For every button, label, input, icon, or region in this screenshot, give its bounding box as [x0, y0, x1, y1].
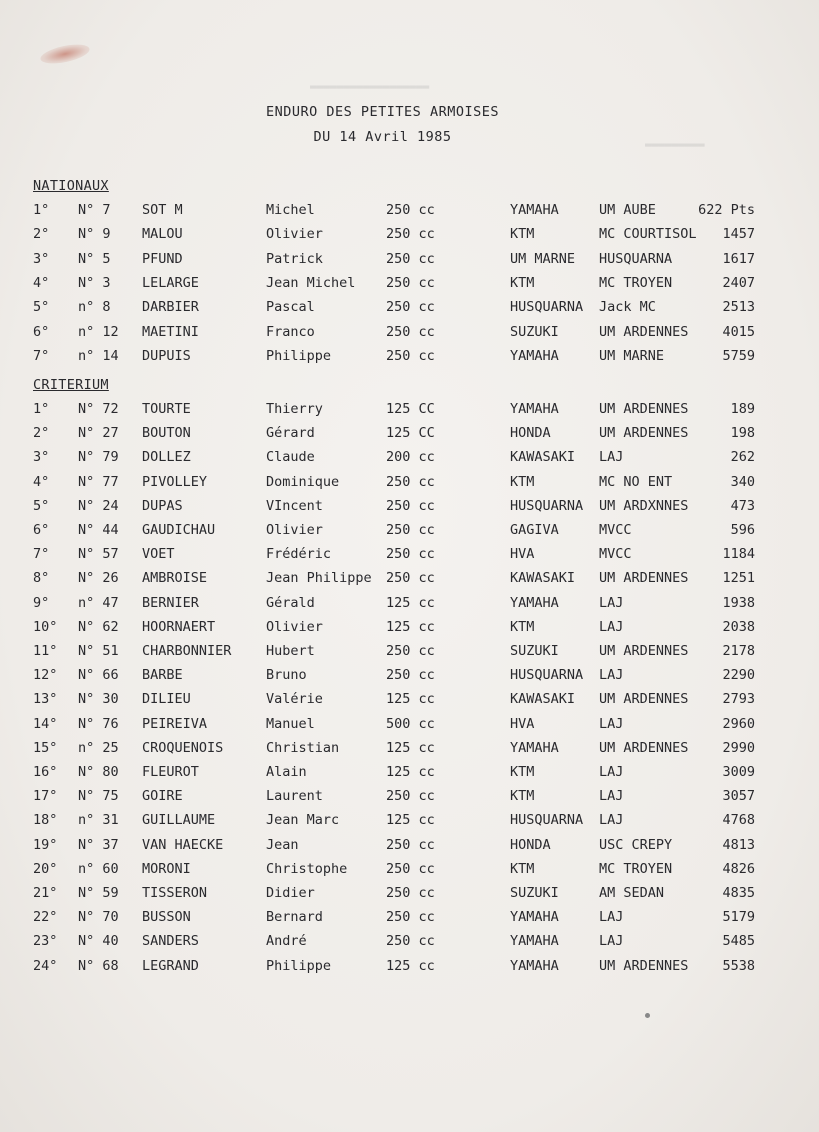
result-row: [0, 522, 819, 542]
result-row: [0, 740, 819, 760]
result-rank: 1°: [33, 202, 50, 218]
result-first: Frédéric: [266, 546, 332, 563]
result-num: N° 40: [78, 933, 119, 950]
result-num: N° 68: [78, 957, 119, 974]
result-pts: 189: [730, 401, 755, 417]
result-row: [0, 837, 819, 857]
result-cc: 250 cc: [386, 226, 435, 243]
paper-speck: [645, 1013, 650, 1018]
result-club: UM ARDENNES: [599, 425, 689, 442]
result-pts: 2038: [722, 618, 755, 635]
result-pts: 473: [730, 497, 755, 514]
result-name: MALOU: [142, 226, 183, 243]
result-brand: SUZUKI: [510, 323, 559, 340]
result-rank: 8°: [33, 570, 50, 587]
result-name: SANDERS: [142, 933, 199, 950]
result-row: [0, 449, 819, 469]
result-club: AM SEDAN: [599, 885, 665, 901]
result-name: CROQUENOIS: [142, 739, 224, 756]
result-row: [0, 226, 819, 246]
result-brand: HUSQUARNA: [510, 497, 584, 514]
result-pts: 2290: [722, 667, 755, 684]
result-rank: 7°: [33, 347, 50, 364]
result-brand: YAMAHA: [510, 401, 559, 417]
result-brand: HUSQUARNA: [510, 812, 584, 829]
result-pts: 4768: [722, 812, 755, 829]
result-rank: 12°: [33, 667, 58, 684]
result-pts: 2407: [722, 274, 755, 291]
result-rank: 24°: [33, 957, 58, 974]
result-club: Jack MC: [599, 299, 656, 316]
result-num: N° 75: [78, 788, 119, 805]
result-club: MC NO ENT: [599, 473, 673, 490]
result-first: Patrick: [266, 250, 323, 267]
result-name: SOT M: [142, 202, 183, 218]
result-club: UM ARDENNES: [599, 957, 689, 974]
result-club: MC TROYEN: [599, 274, 673, 291]
result-name: AMBROISE: [142, 570, 208, 587]
result-cc: 250 cc: [386, 202, 435, 218]
result-first: Valérie: [266, 691, 323, 708]
result-brand: KTM: [510, 226, 535, 243]
result-name: GOIRE: [142, 788, 183, 805]
result-brand: KAWASAKI: [510, 570, 576, 587]
result-club: LAJ: [599, 667, 624, 684]
result-rank: 4°: [33, 274, 50, 291]
result-row: [0, 546, 819, 566]
result-num: N° 30: [78, 691, 119, 708]
result-brand: HONDA: [510, 836, 551, 853]
result-row: [0, 299, 819, 319]
result-rank: 3°: [33, 250, 50, 267]
result-brand: KAWASAKI: [510, 449, 576, 466]
result-num: N° 80: [78, 764, 119, 780]
result-num: N° 51: [78, 643, 119, 659]
result-first: Gérald: [266, 594, 315, 611]
result-brand: KTM: [510, 473, 535, 490]
result-first: Dominique: [266, 473, 340, 490]
result-club: LAJ: [599, 618, 624, 635]
result-cc: 250 cc: [386, 570, 435, 587]
result-row: [0, 667, 819, 687]
result-brand: YAMAHA: [510, 594, 559, 611]
result-num: N° 27: [78, 425, 119, 442]
result-name: DUPUIS: [142, 347, 191, 364]
result-first: Olivier: [266, 522, 323, 538]
result-club: LAJ: [599, 764, 624, 780]
result-row: [0, 619, 819, 639]
result-brand: YAMAHA: [510, 909, 559, 926]
result-first: Jean: [266, 836, 299, 853]
result-pts: 1184: [722, 546, 755, 563]
result-row: [0, 788, 819, 808]
result-club: UM ARDENNES: [599, 401, 689, 417]
result-num: N° 70: [78, 909, 119, 926]
result-cc: 250 cc: [386, 473, 435, 490]
result-pts: 4813: [722, 836, 755, 853]
result-pts: 2793: [722, 691, 755, 708]
result-name: TOURTE: [142, 401, 191, 417]
document-date: DU 14 Avril 1985: [313, 129, 452, 145]
result-club: LAJ: [599, 909, 624, 926]
result-rank: 7°: [33, 546, 50, 563]
result-rank: 2°: [33, 425, 50, 442]
result-row: [0, 958, 819, 978]
result-rank: 15°: [33, 739, 58, 756]
result-num: N° 66: [78, 667, 119, 684]
result-pts: 1617: [722, 250, 755, 267]
result-name: LELARGE: [142, 274, 199, 291]
result-row: [0, 691, 819, 711]
result-name: GUILLAUME: [142, 812, 216, 829]
result-pts: 4826: [722, 860, 755, 877]
result-num: N° 72: [78, 401, 119, 417]
result-brand: HUSQUARNA: [510, 299, 584, 316]
result-rank: 1°: [33, 401, 50, 417]
result-pts: 3009: [722, 764, 755, 780]
result-num: N° 7: [78, 202, 111, 218]
result-cc: 250 cc: [386, 667, 435, 684]
result-name: DILIEU: [142, 691, 191, 708]
result-name: VOET: [142, 546, 175, 563]
result-first: Gérard: [266, 425, 315, 442]
result-club: LAJ: [599, 594, 624, 611]
result-brand: YAMAHA: [510, 347, 559, 364]
result-name: MORONI: [142, 860, 191, 877]
result-row: [0, 324, 819, 344]
result-row: [0, 643, 819, 663]
result-cc: 125 cc: [386, 691, 435, 708]
result-cc: 250 cc: [386, 347, 435, 364]
result-brand: YAMAHA: [510, 957, 559, 974]
document-title: ENDURO DES PETITES ARMOISES: [266, 104, 499, 120]
result-row: [0, 885, 819, 905]
result-first: Franco: [266, 323, 315, 340]
result-num: N° 37: [78, 836, 119, 853]
result-cc: 125 cc: [386, 618, 435, 635]
result-rank: 6°: [33, 522, 50, 538]
result-cc: 250 cc: [386, 836, 435, 853]
result-name: CHARBONNIER: [142, 643, 232, 659]
result-first: Pascal: [266, 299, 315, 316]
result-num: n° 60: [78, 860, 119, 877]
result-cc: 125 CC: [386, 401, 435, 417]
result-rank: 22°: [33, 909, 58, 926]
result-brand: KTM: [510, 860, 535, 877]
result-brand: UM MARNE: [510, 250, 576, 267]
result-name: LEGRAND: [142, 957, 199, 974]
result-first: Christophe: [266, 860, 348, 877]
result-name: PIVOLLEY: [142, 473, 208, 490]
result-pts: 2960: [722, 715, 755, 732]
result-first: Olivier: [266, 226, 323, 243]
result-pts: 596: [730, 522, 755, 538]
result-club: UM ARDXNNES: [599, 497, 689, 514]
result-rank: 18°: [33, 812, 58, 829]
result-num: N° 77: [78, 473, 119, 490]
result-rank: 5°: [33, 497, 50, 514]
result-pts: 1251: [722, 570, 755, 587]
result-club: UM ARDENNES: [599, 691, 689, 708]
result-row: [0, 498, 819, 518]
result-brand: HUSQUARNA: [510, 667, 584, 684]
result-pts: 622 Pts: [698, 202, 755, 218]
result-row: [0, 202, 819, 222]
result-name: BARBE: [142, 667, 183, 684]
result-pts: 1938: [722, 594, 755, 611]
result-num: N° 59: [78, 885, 119, 901]
result-brand: HONDA: [510, 425, 551, 442]
result-brand: SUZUKI: [510, 643, 559, 659]
result-club: USC CREPY: [599, 836, 673, 853]
result-pts: 5538: [722, 957, 755, 974]
result-first: Michel: [266, 202, 315, 218]
result-first: Laurent: [266, 788, 323, 805]
result-rank: 19°: [33, 836, 58, 853]
result-row: [0, 570, 819, 590]
result-rank: 17°: [33, 788, 58, 805]
result-first: Bernard: [266, 909, 323, 926]
result-first: Jean Marc: [266, 812, 340, 829]
result-num: n° 31: [78, 812, 119, 829]
result-rank: 23°: [33, 933, 58, 950]
result-name: BERNIER: [142, 594, 199, 611]
result-cc: 250 cc: [386, 643, 435, 659]
result-cc: 125 cc: [386, 957, 435, 974]
result-name: BOUTON: [142, 425, 191, 442]
result-cc: 250 cc: [386, 522, 435, 538]
result-brand: KAWASAKI: [510, 691, 576, 708]
result-rank: 11°: [33, 643, 58, 659]
result-num: N° 79: [78, 449, 119, 466]
result-name: DUPAS: [142, 497, 183, 514]
result-first: Hubert: [266, 643, 315, 659]
result-num: N° 3: [78, 274, 111, 291]
result-club: LAJ: [599, 449, 624, 466]
result-cc: 250 cc: [386, 250, 435, 267]
result-num: N° 5: [78, 250, 111, 267]
result-rank: 10°: [33, 618, 58, 635]
result-num: N° 44: [78, 522, 119, 538]
result-rank: 6°: [33, 323, 50, 340]
result-club: UM MARNE: [599, 347, 665, 364]
result-cc: 250 cc: [386, 788, 435, 805]
result-row: [0, 348, 819, 368]
result-brand: HVA: [510, 546, 535, 563]
result-cc: 250 cc: [386, 323, 435, 340]
result-num: n° 12: [78, 323, 119, 340]
result-cc: 125 cc: [386, 812, 435, 829]
result-name: TISSERON: [142, 885, 208, 901]
result-row: [0, 251, 819, 271]
result-name: BUSSON: [142, 909, 191, 926]
result-first: Jean Michel: [266, 274, 356, 291]
result-num: N° 24: [78, 497, 119, 514]
result-row: [0, 933, 819, 953]
result-name: GAUDICHAU: [142, 522, 216, 538]
result-cc: 250 cc: [386, 299, 435, 316]
result-num: N° 62: [78, 618, 119, 635]
result-cc: 125 cc: [386, 739, 435, 756]
result-rank: 2°: [33, 226, 50, 243]
result-rank: 14°: [33, 715, 58, 732]
result-first: Didier: [266, 885, 315, 901]
result-brand: YAMAHA: [510, 933, 559, 950]
result-row: [0, 401, 819, 421]
result-first: Claude: [266, 449, 315, 466]
result-pts: 340: [730, 473, 755, 490]
result-row: [0, 595, 819, 615]
section-heading: NATIONAUX: [33, 178, 109, 194]
result-row: [0, 716, 819, 736]
result-rank: 16°: [33, 764, 58, 780]
result-name: PEIREIVA: [142, 715, 208, 732]
result-rank: 5°: [33, 299, 50, 316]
result-row: [0, 764, 819, 784]
result-first: Christian: [266, 739, 340, 756]
result-rank: 4°: [33, 473, 50, 490]
bleed-through-text: ▬▬▬▬▬▬▬▬▬: [645, 138, 705, 151]
result-cc: 250 cc: [386, 860, 435, 877]
result-pts: 2990: [722, 739, 755, 756]
result-first: Jean Philippe: [266, 570, 372, 587]
result-row: [0, 474, 819, 494]
result-first: Alain: [266, 764, 307, 780]
result-club: LAJ: [599, 788, 624, 805]
result-cc: 250 cc: [386, 885, 435, 901]
result-cc: 200 cc: [386, 449, 435, 466]
result-pts: 2178: [722, 643, 755, 659]
result-num: N° 9: [78, 226, 111, 243]
result-pts: 4835: [722, 885, 755, 901]
result-first: Manuel: [266, 715, 315, 732]
result-pts: 5179: [722, 909, 755, 926]
result-cc: 250 cc: [386, 497, 435, 514]
result-club: UM ARDENNES: [599, 323, 689, 340]
result-name: DOLLEZ: [142, 449, 191, 466]
result-num: n° 14: [78, 347, 119, 364]
result-name: VAN HAECKE: [142, 836, 224, 853]
result-row: [0, 275, 819, 295]
result-pts: 1457: [722, 226, 755, 243]
result-name: HOORNAERT: [142, 618, 216, 635]
result-brand: KTM: [510, 274, 535, 291]
result-rank: 20°: [33, 860, 58, 877]
result-rank: 13°: [33, 691, 58, 708]
result-pts: 5485: [722, 933, 755, 950]
result-num: N° 26: [78, 570, 119, 587]
result-cc: 125 cc: [386, 764, 435, 780]
result-name: FLEUROT: [142, 764, 199, 780]
result-num: N° 57: [78, 546, 119, 563]
result-first: VIncent: [266, 497, 323, 514]
result-club: UM ARDENNES: [599, 570, 689, 587]
result-pts: 3057: [722, 788, 755, 805]
result-num: N° 76: [78, 715, 119, 732]
result-club: MC COURTISOL: [599, 226, 697, 243]
result-num: n° 25: [78, 739, 119, 756]
result-num: n° 47: [78, 594, 119, 611]
ink-stain: [39, 41, 91, 67]
bleed-through-text: ▬▬▬▬▬▬▬▬▬▬▬▬▬▬▬▬▬▬: [310, 80, 430, 93]
result-rank: 21°: [33, 885, 58, 901]
result-row: [0, 909, 819, 929]
result-club: UM ARDENNES: [599, 739, 689, 756]
result-brand: KTM: [510, 618, 535, 635]
result-club: UM AUBE: [599, 202, 656, 218]
result-club: MVCC: [599, 546, 632, 563]
result-first: André: [266, 933, 307, 950]
result-brand: KTM: [510, 764, 535, 780]
result-club: MC TROYEN: [599, 860, 673, 877]
result-first: Philippe: [266, 957, 332, 974]
result-cc: 500 cc: [386, 715, 435, 732]
result-brand: YAMAHA: [510, 739, 559, 756]
result-cc: 125 CC: [386, 425, 435, 442]
result-pts: 262: [730, 449, 755, 466]
result-pts: 5759: [722, 347, 755, 364]
result-first: Thierry: [266, 401, 323, 417]
result-num: n° 8: [78, 299, 111, 316]
result-pts: 198: [730, 425, 755, 442]
result-club: LAJ: [599, 715, 624, 732]
result-club: LAJ: [599, 933, 624, 950]
result-rank: 9°: [33, 594, 50, 611]
result-cc: 250 cc: [386, 909, 435, 926]
result-first: Philippe: [266, 347, 332, 364]
result-cc: 250 cc: [386, 933, 435, 950]
result-row: [0, 861, 819, 881]
result-brand: KTM: [510, 788, 535, 805]
result-row: [0, 425, 819, 445]
result-cc: 250 cc: [386, 274, 435, 291]
result-row: [0, 812, 819, 832]
result-brand: SUZUKI: [510, 885, 559, 901]
section-heading: CRITERIUM: [33, 377, 109, 393]
result-club: UM ARDENNES: [599, 643, 689, 659]
result-pts: 2513: [722, 299, 755, 316]
result-rank: 3°: [33, 449, 50, 466]
result-pts: 4015: [722, 323, 755, 340]
result-brand: GAGIVA: [510, 522, 559, 538]
result-club: LAJ: [599, 812, 624, 829]
result-name: DARBIER: [142, 299, 199, 316]
result-club: HUSQUARNA: [599, 250, 673, 267]
result-club: MVCC: [599, 522, 632, 538]
result-first: Bruno: [266, 667, 307, 684]
result-first: Olivier: [266, 618, 323, 635]
result-brand: HVA: [510, 715, 535, 732]
result-cc: 250 cc: [386, 546, 435, 563]
result-name: MAETINI: [142, 323, 199, 340]
result-name: PFUND: [142, 250, 183, 267]
result-brand: YAMAHA: [510, 202, 559, 218]
result-cc: 125 cc: [386, 594, 435, 611]
